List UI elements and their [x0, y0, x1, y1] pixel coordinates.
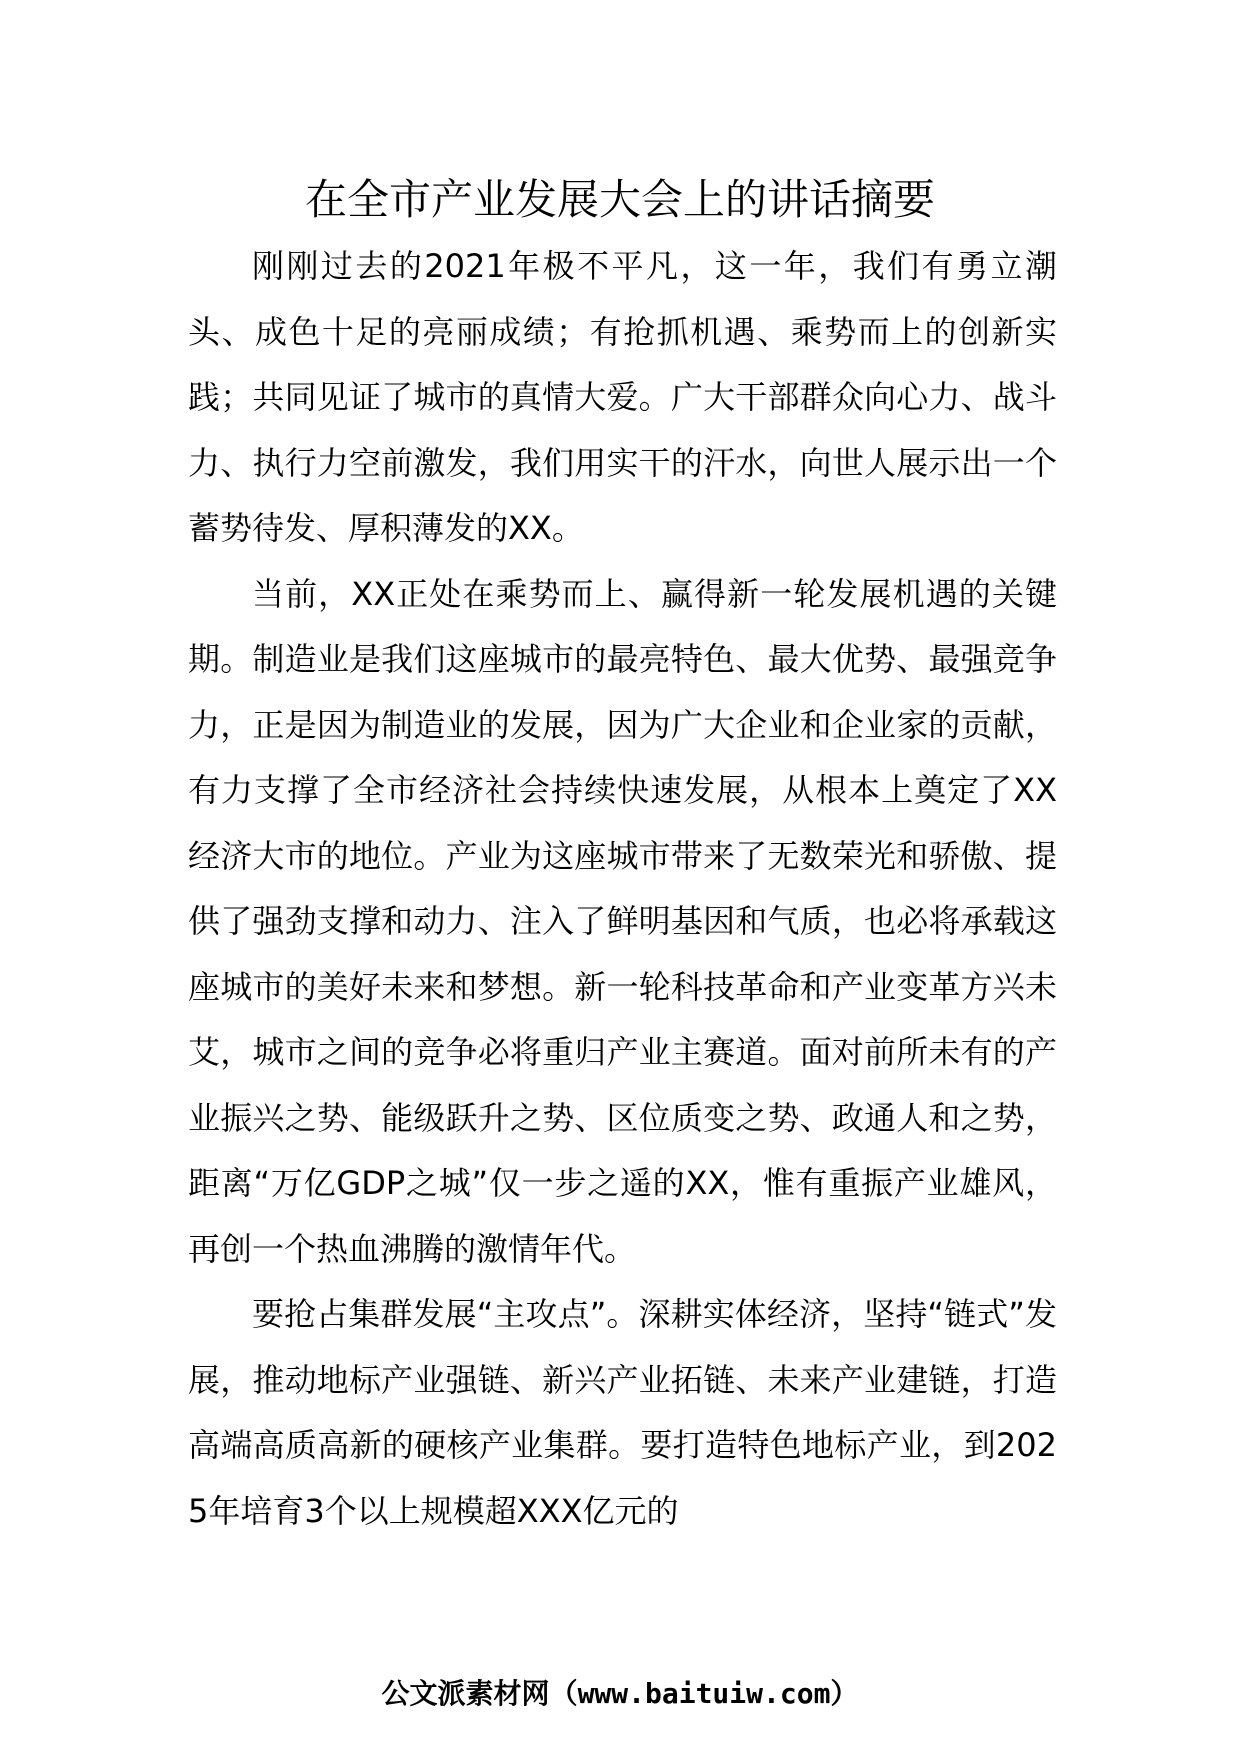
footer-site-url[interactable]: （www.baituiw.com）	[549, 1677, 859, 1710]
document-title: 在全市产业发展大会上的讲话摘要	[304, 175, 935, 224]
document-body	[188, 234, 1057, 1544]
footer-watermark	[0, 1674, 1240, 1714]
footer-site-name: 公文派素材网	[381, 1677, 550, 1710]
paragraph-2: 当前，XX正处在乘势而上、赢得新一轮发展机遇的关键期。制造业是我们这座城市的最亮特色、最大优势、最强竞争力，正是因为制造业的发展，因为广大企业和企业家的贡献，有力支撑了全市经济社会持续快速发展，从根本上奠定了XX经济大市的地位。产业为这座城市带来了无数荣光和骄傲、提供了强劲支撑和动力、注入了鲜明基因和气质，也必将承载这座城市的美好未来和梦想。新一轮科技革命和产业变革方兴未艾，城市之间的竞争必将重归产业主赛道。面对前所未有的产业振兴之势、能级跃升之势、区位质变之势、政通人和之势，距离“万亿GDP之城”仅一步之遥的XX，惟有重振产业雄风，再创一个热血沸腾的激情年代。	[188, 574, 1057, 1268]
paragraph-3: 要抢占集群发展“主攻点”。深耕实体经济，坚持“链式”发展，推动地标产业强链、新兴产业拓链、未来产业建链，打造高端高质高新的硬核产业集群。要打造特色地标产业，到2025年培育3个以上规模超XXX亿元的	[188, 1295, 1057, 1530]
paragraph-1: 刚刚过去的2021年极不平凡，这一年，我们有勇立潮头、成色十足的亮丽成绩；有抢抓机遇、乘势而上的创新实践；共同见证了城市的真情大爱。广大干部群众向心力、战斗力、执行力空前激发，我们用实干的汗水，向世人展示出一个蓄势待发、厚积薄发的XX。	[188, 247, 1057, 547]
